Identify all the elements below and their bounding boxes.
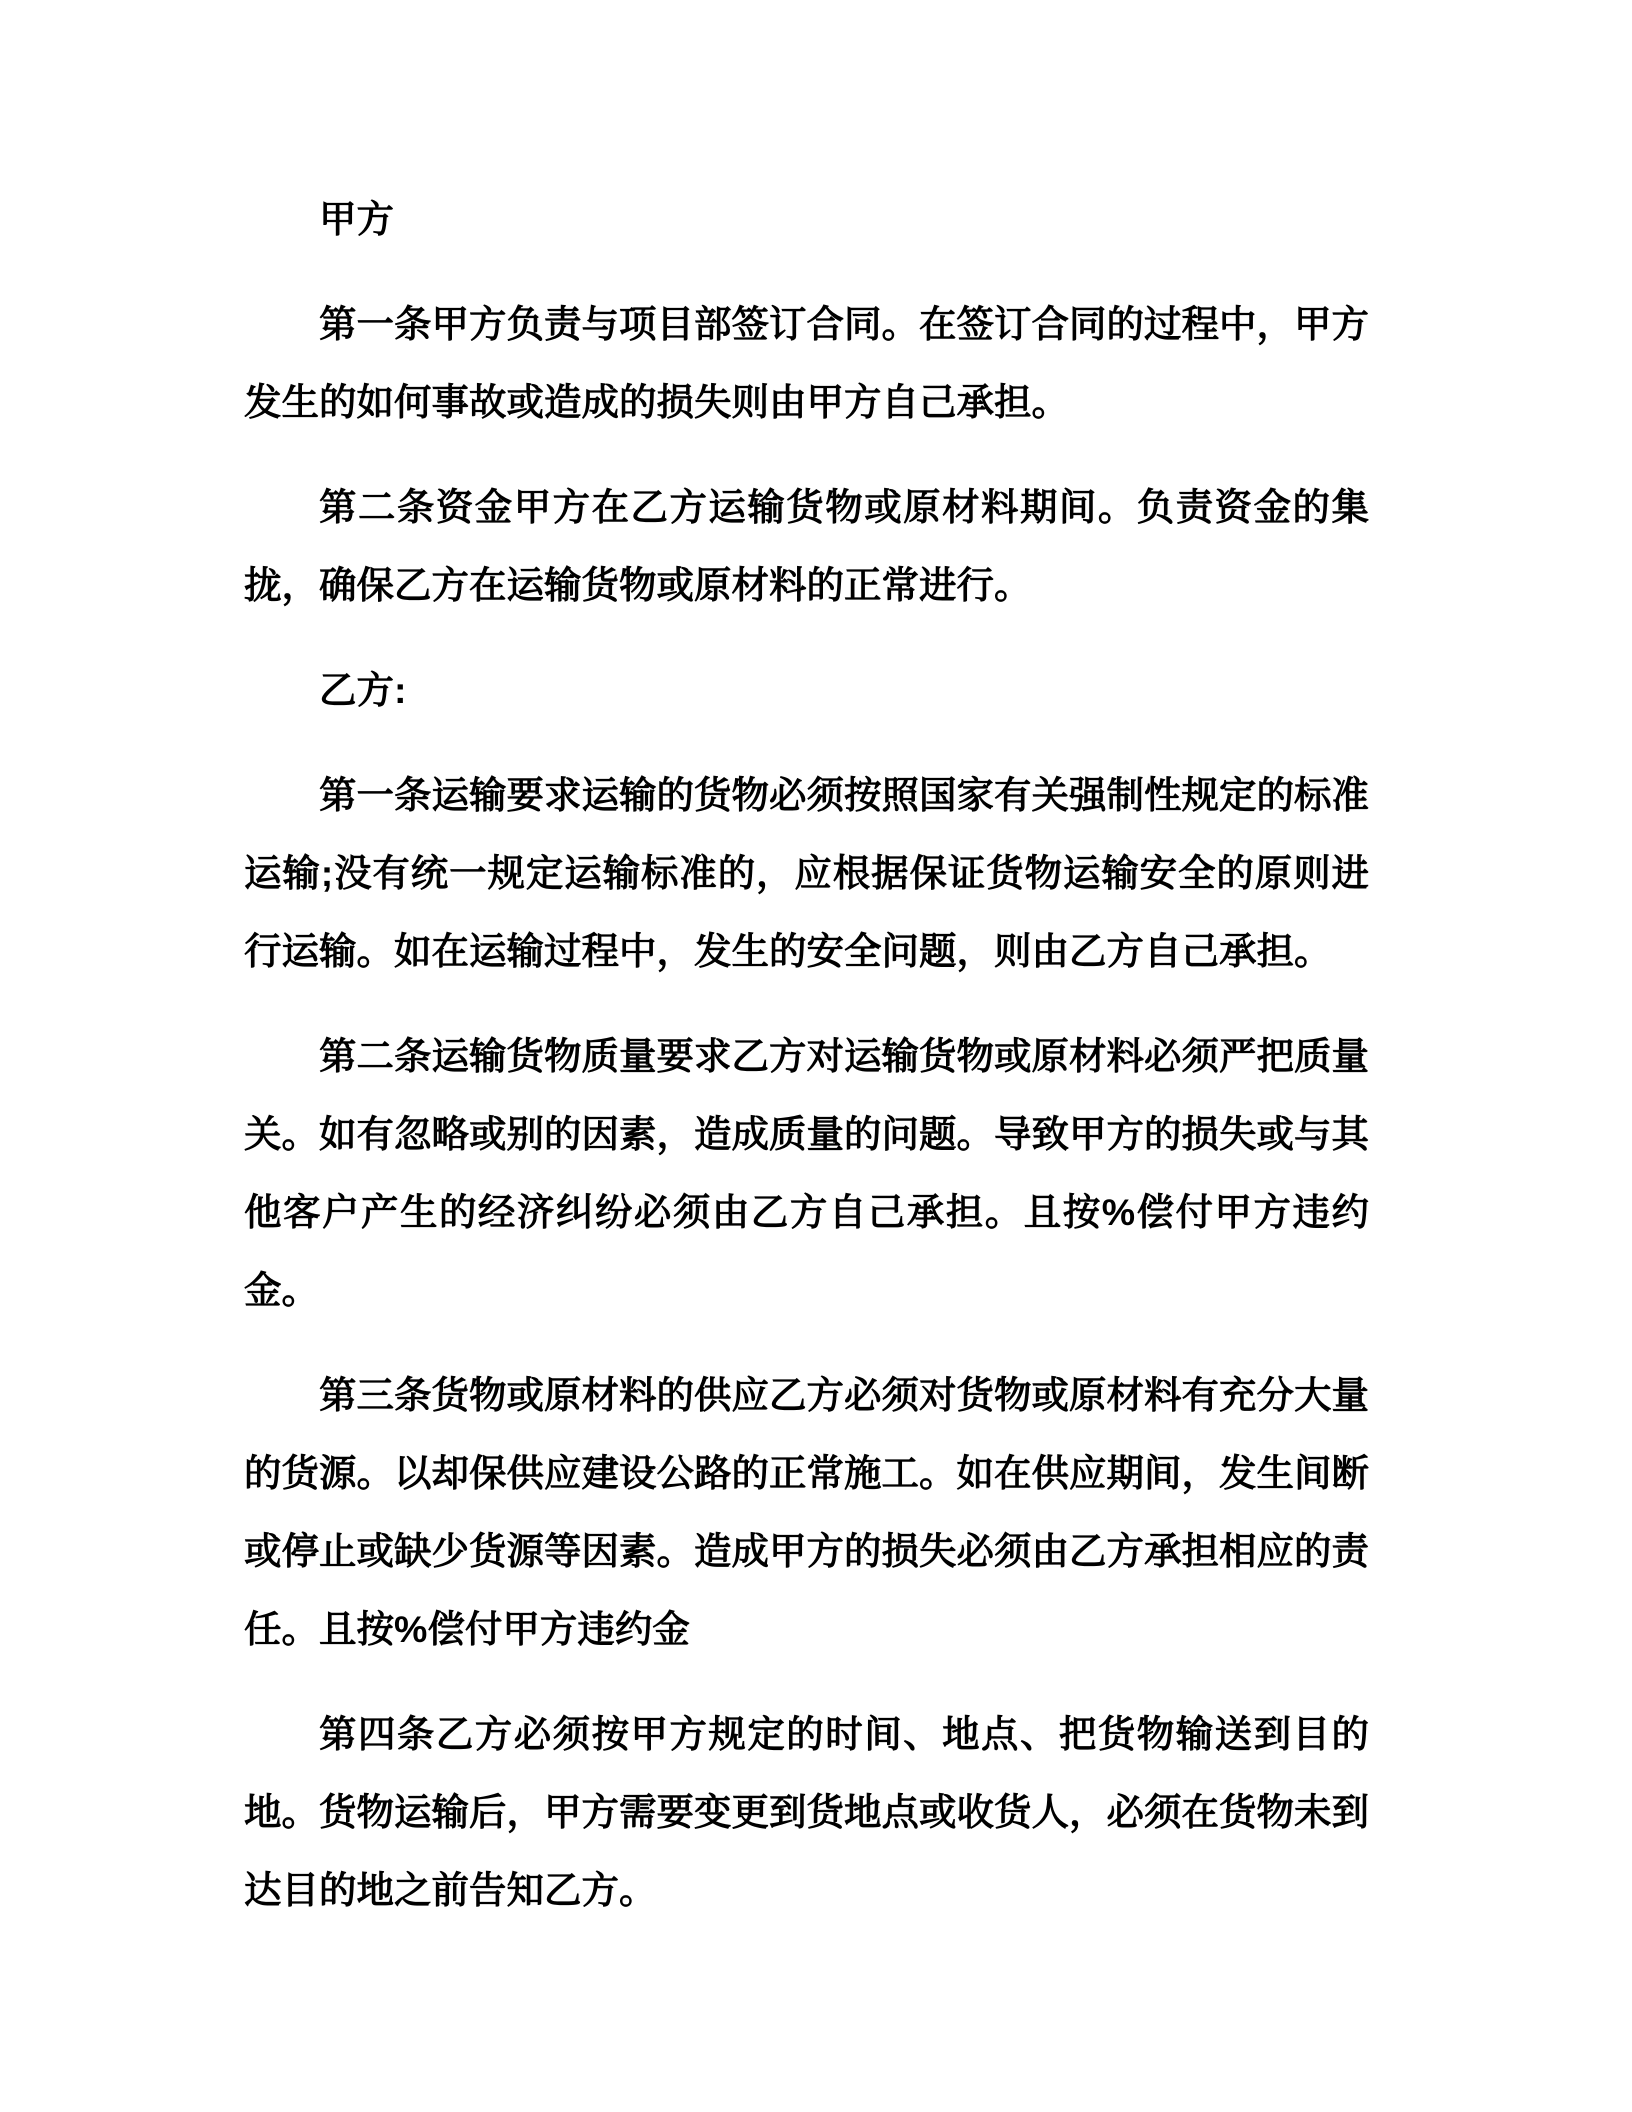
- party-b-label: 乙方:: [319, 669, 407, 711]
- party-a-label: 甲方: [319, 198, 394, 240]
- party-b-clause-3: 第三条货物或原材料的供应乙方必须对货物或原材料有充分大量的货源。以却保供应建设公路的正常施工。如在供应期间，发生间断或停止或缺少货源等因素。造成甲方的损失必须由乙方承担相应的责任。且按%偿付甲方违约金: [244, 1374, 1369, 1650]
- party-a-clause-1: 第一条甲方负责与项目部签订合同。在签订合同的过程中，甲方发生的如何事故或造成的损失则由甲方自己承担。: [244, 303, 1369, 423]
- party-b-clause-2: 第二条运输货物质量要求乙方对运输货物或原材料必须严把质量关。如有忽略或别的因素，造成质量的问题。导致甲方的损失或与其他客户产生的经济纠纷必须由乙方自己承担。且按%偿付甲方违约金。: [244, 1035, 1369, 1311]
- party-b-clause-1: 第一条运输要求运输的货物必须按照国家有关强制性规定的标准运输;没有统一规定运输标准的，应根据保证货物运输安全的原则进行运输。如在运输过程中，发生的安全问题，则由乙方自己承担。: [244, 774, 1369, 972]
- party-a-clause-2: 第二条资金甲方在乙方运输货物或原材料期间。负责资金的集拢，确保乙方在运输货物或原材料的正常进行。: [244, 486, 1369, 606]
- party-b-clause-4: 第四条乙方必须按甲方规定的时间、地点、把货物输送到目的地。货物运输后，甲方需要变更到货地点或收货人，必须在货物未到达目的地之前告知乙方。: [244, 1713, 1369, 1911]
- contract-body: [244, 180, 1369, 1956]
